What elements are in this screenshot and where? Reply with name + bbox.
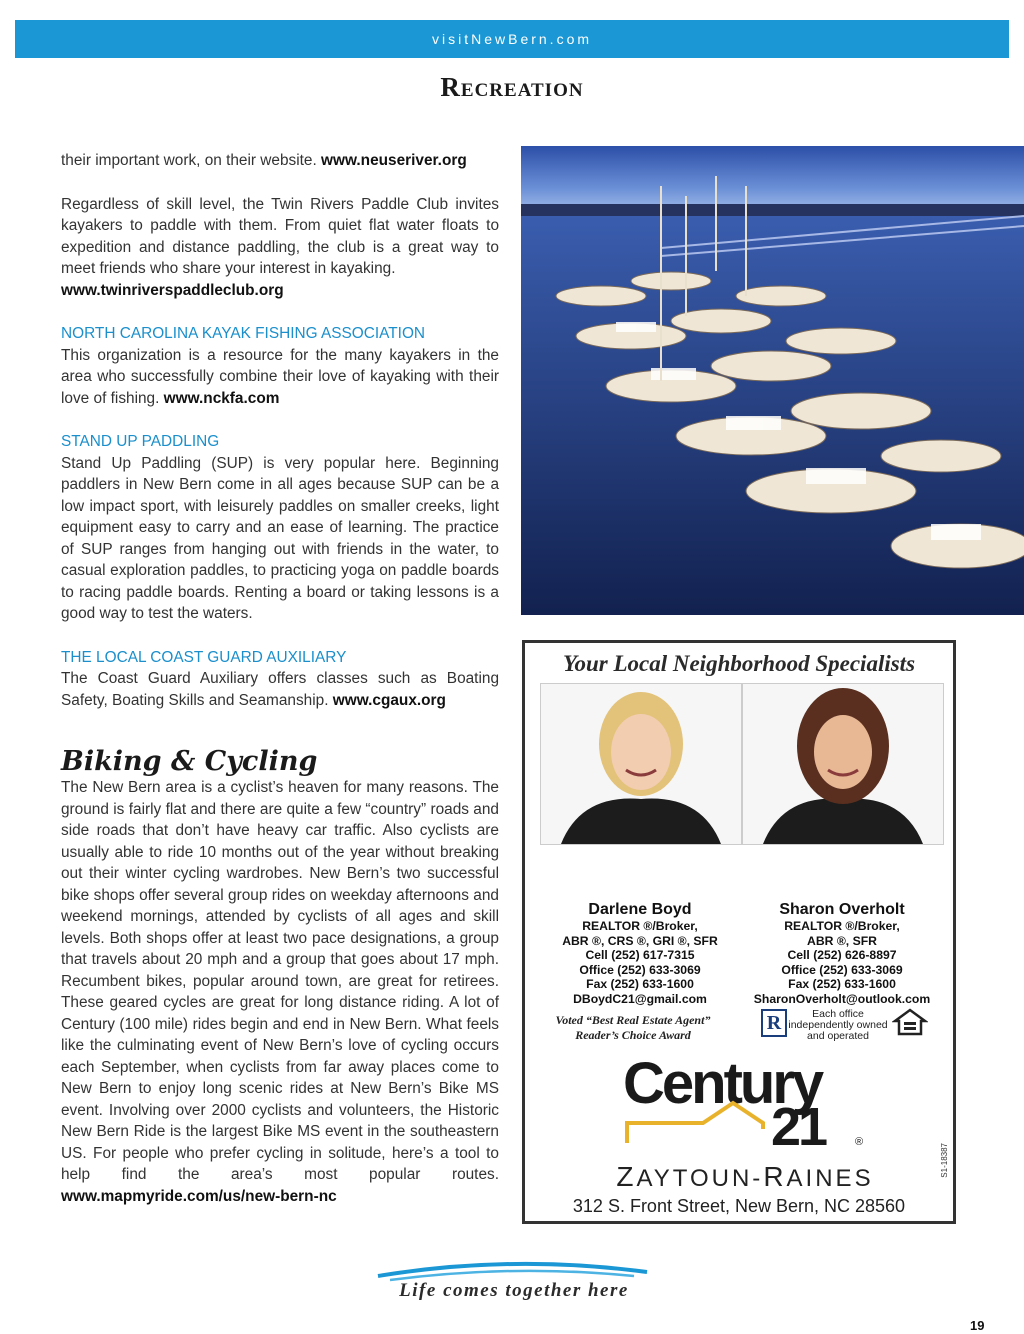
paragraph-neuse: their important work, on their website. www.neuseriver.org (61, 152, 467, 169)
ad-code: S1-18387 (940, 1143, 949, 1178)
paragraph-nckfa: This organization is a resource for the many kayakers in the area who successfully combine their love of kayaking with their love of fishing. www.nckfa.com (61, 346, 499, 407)
heading-biking: Biking & Cycling (61, 746, 318, 777)
paragraph-biking: The New Bern area is a cyclist’s heaven for many reasons. The ground is fairly flat and there are quite a few “country” roads and side roads that don’t have heavy car traffic. Also cyclists are usually able to ride 10 months out of the year without breaking out their winter cycling wardrobes. New Bern’s two successful bike shops offer several group rides on weekday afternoons and weekend mornings, attended by cyclists of all ages and skill levels. Both shops offer at least two pace designations, a group that travels about 20 mph and a group that goes about 17 mph. Recumbent bikes, popular around town, are great for retirees. These geared cycles are great for long distance riding. A lot of Century (100 mile) rides begin and end in New Bern. What feels like the culminating event of New Bern’s love of cycling occurs each September, when cyclists from far away places come to New Bern to enjoy long scenic rides at New Bern’s Bike MS event. Involving over 2000 cyclists and volunteers, the Historic New Bern Ride is the largest Bike MS event in the southeastern US. For people who prefer cycling in solitude, here’s a tool to help find the area’s most popular routes. www.mapmyride.com/us/new-bern-nc (61, 779, 499, 1205)
portrait-sharon (742, 683, 944, 845)
agent-name: Sharon Overholt (779, 901, 905, 918)
agent-darlene (540, 901, 740, 1006)
c21-wordmark: Century (623, 1051, 822, 1116)
c21-number: 21 (771, 1097, 826, 1155)
office-address: 312 S. Front Street, New Bern, NC 28560 (572, 1196, 906, 1216)
section-title: Recreation (440, 72, 584, 102)
portrait-graphic (541, 684, 741, 844)
footer-tagline: Life comes together here (399, 1280, 629, 1301)
company-name: ZAYTOUN-RAINES (616, 1161, 874, 1192)
agent-title: REALTOR ®/Broker, (784, 919, 900, 933)
link-neuseriver[interactable]: www.neuseriver.org (321, 152, 467, 169)
registered-mark: ® (855, 1136, 864, 1148)
agent-email[interactable]: SharonOverholt@outlook.com (753, 991, 931, 1006)
office-note: Each office independently owned and operated (788, 1008, 888, 1042)
link-nckfa[interactable]: www.nckfa.com (163, 389, 280, 407)
site-url: visitNewBern.com (431, 31, 593, 47)
article-column (61, 150, 499, 1207)
agent-title: REALTOR ®/Broker, (582, 919, 698, 933)
agent-cell: Cell (252) 617-7315 (585, 948, 695, 962)
agent-fax: Fax (252) 633-1600 (788, 977, 896, 991)
heading-coast-guard: THE LOCAL COAST GUARD AUXILIARY (61, 648, 347, 666)
equal-housing-icon (892, 1007, 928, 1037)
century21-logo (621, 1045, 871, 1155)
realtor-advertisement (522, 640, 956, 1224)
site-banner (15, 20, 1009, 58)
agent-fax: Fax (252) 633-1600 (586, 977, 694, 991)
paragraph-paddle-club: Regardless of skill level, the Twin Rivers Paddle Club invites kayakers to paddle with them. From quiet flat water floats to expedition and distance paddling, the club is a great way to meet friends who share your interest in kayaking. www.twinriverspaddleclub.org (61, 195, 499, 299)
ad-title: Your Local Neighborhood Specialists (562, 651, 916, 676)
link-mapmyride[interactable]: www.mapmyride.com/us/new-bern-nc (61, 1187, 337, 1205)
agent-name: Darlene Boyd (588, 901, 692, 918)
paragraph-coast-guard: The Coast Guard Auxiliary offers classes such as Boating Safety, Boating Skills and Seamanship. www.cgaux.org (61, 670, 499, 709)
link-cgaux[interactable]: www.cgaux.org (332, 691, 446, 709)
agent-email[interactable]: DBoydC21@gmail.com (573, 991, 707, 1006)
agent-designations: ABR ®, SFR (807, 933, 877, 948)
link-twinrivers[interactable]: www.twinriverspaddleclub.org (61, 281, 284, 299)
page-number: 19 (970, 1318, 985, 1333)
heading-nckfa: NORTH CAROLINA KAYAK FISHING ASSOCIATION (61, 325, 426, 342)
agent-office: Office (252) 633-3069 (781, 962, 903, 977)
agent-office: Office (252) 633-3069 (579, 962, 701, 977)
heading-sup: STAND UP PADDLING (61, 433, 220, 450)
marina-photo-graphic (521, 146, 1024, 615)
agent-designations: ABR ®, CRS ®, GRI ®, SFR (562, 933, 718, 948)
agent-sharon (742, 901, 942, 1006)
portrait-graphic (743, 684, 943, 844)
agent-cell: Cell (252) 626-8897 (787, 948, 897, 962)
marina-photo (521, 146, 1024, 615)
paragraph-sup: Stand Up Paddling (SUP) is very popular here. Beginning paddlers in New Bern come in all ages because SUP can be a low impact sport, with leisurely paddles on smaller creeks, light equipment easy to carry and an ease of learning. The practice of SUP ranges from hanging out with friends in the water, to casual exploration paddles, to practicing yoga on paddle boards to racing paddle boards. Renting a board or taking lessons is a good way to test the waters. (61, 454, 499, 622)
portrait-darlene (540, 683, 742, 845)
award-note: Voted “Best Real Estate Agent” Reader’s Choice Award (555, 1013, 711, 1042)
realtor-logo-icon: R (761, 1009, 787, 1037)
